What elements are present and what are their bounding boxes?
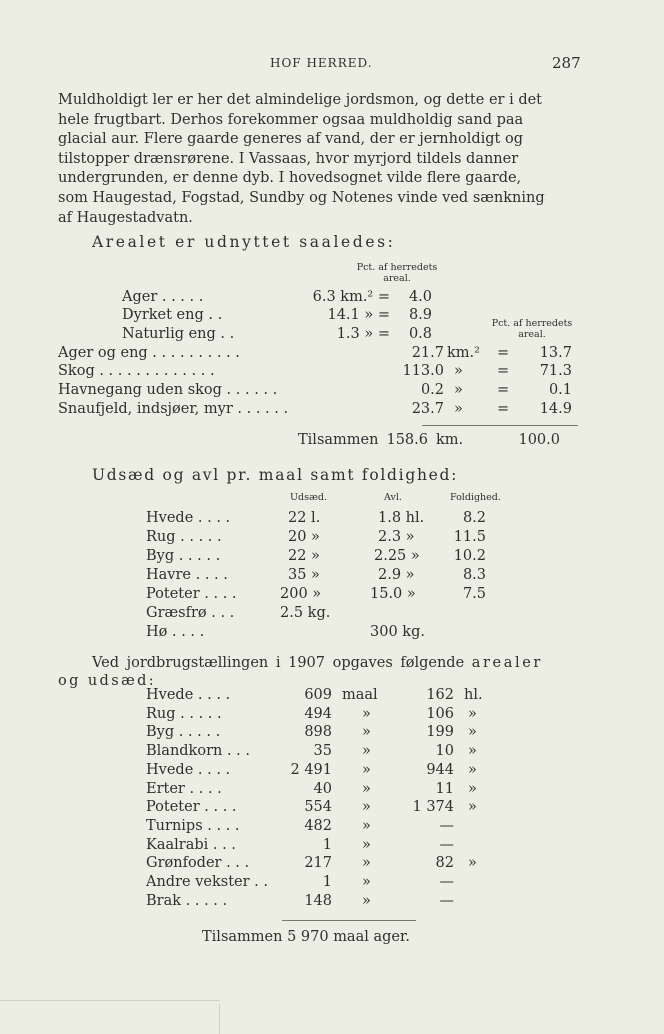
census-row-unit: » <box>362 781 371 797</box>
census-row-unit2: » <box>468 706 477 722</box>
census-row-label: Brak . . . . . <box>146 893 228 909</box>
area-row-label: Snaufjeld, indsjøer, myr . . . . . . <box>58 401 289 417</box>
census-row-label: Andre vekster . . <box>146 874 268 890</box>
seed-row-label: Græsfrø . . . <box>146 605 235 621</box>
census-row-amount: 106 <box>426 706 454 722</box>
census-row-unit: maal <box>342 687 378 703</box>
pct-column-header: Pct. af herredets areal. <box>356 262 438 284</box>
census-row-label: Grønfoder . . . <box>146 855 250 871</box>
census-row-amount: 199 <box>426 724 454 740</box>
census-total <box>202 929 410 945</box>
seed-row-yield: 2.9 » <box>378 567 415 583</box>
paragraph-line: hele frugtbart. Derhos forekommer ogsaa muldholdig sand paa <box>58 111 524 128</box>
census-row-unit2: » <box>468 799 477 815</box>
area-subrow-label: Ager . . . . . <box>122 289 204 305</box>
census-row-maal: 609 <box>304 687 332 703</box>
area-row-pct: 14.9 <box>539 401 572 417</box>
seed-row-label: Havre . . . . <box>146 567 228 583</box>
census-row-amount: 1 374 <box>412 799 454 815</box>
census-row-unit: » <box>362 743 371 759</box>
seed-row-label: Poteter . . . . <box>146 586 237 602</box>
seed-row-yield: 15.0 » <box>370 586 416 602</box>
census-row-maal: 482 <box>304 818 332 834</box>
scan-mark <box>219 1004 220 1034</box>
census-row-label: Hvede . . . . <box>146 687 231 703</box>
seed-row-label: Rug . . . . . <box>146 529 222 545</box>
census-total-unit: maal ager. <box>333 929 410 945</box>
area-heading: Arealet er udnyttet saaledes: <box>92 233 396 251</box>
census-row-label: Erter . . . . <box>146 781 222 797</box>
paragraph-line: Muldholdigt ler er her det almindelige jordsmon, og dette er i det <box>58 92 543 108</box>
census-row-amount: — <box>439 837 454 853</box>
area-row-label: Skog . . . . . . . . . . . . . <box>58 363 215 379</box>
census-row-unit: » <box>362 762 371 778</box>
census-row-amount: — <box>439 874 454 890</box>
area-subrow-pct: 8.9 <box>408 307 432 323</box>
census-row-label: Turnips . . . . <box>146 818 240 834</box>
seed-row-label: Hø . . . . <box>146 624 205 640</box>
area-subrow-pct: 0.8 <box>408 326 432 342</box>
area-total-unit: km. <box>436 432 464 448</box>
census-row-amount: 82 <box>435 855 454 871</box>
seed-row-seed: 200 » <box>280 586 322 602</box>
census-row-maal: 40 <box>313 781 332 797</box>
area-subrow-label: Dyrket eng . . <box>122 307 223 323</box>
fold-col-header: Foldighed. <box>450 492 501 503</box>
seed-row-fold: 8.3 <box>462 567 486 583</box>
area-row-pct: 0.1 <box>548 382 572 398</box>
seed-row-seed: 2.5 kg. <box>280 605 331 621</box>
census-row-amount: — <box>439 893 454 909</box>
census-row-label: Rug . . . . . <box>146 706 222 722</box>
seed-row-seed: 35 » <box>288 567 320 583</box>
area-row-equals: = <box>497 363 510 379</box>
paragraph-line: glacial aur. Flere gaarde generes af vand, der er jernholdigt og <box>58 131 523 148</box>
seed-row-yield: 2.3 » <box>378 529 415 545</box>
census-row-amount: — <box>439 818 454 834</box>
seed-row-label: Byg . . . . . <box>146 548 221 564</box>
area-row-unit: » <box>454 363 463 379</box>
census-row-maal: 494 <box>304 706 332 722</box>
intro-paragraph <box>58 91 582 228</box>
census-row-maal: 1 <box>322 837 332 853</box>
census-sum-rule <box>282 920 416 921</box>
census-row-label: Byg . . . . . <box>146 724 221 740</box>
area-row-pct: 13.7 <box>539 345 572 361</box>
area-subrow-km: 6.3 km.² = <box>312 289 390 305</box>
running-title: HOF HERRED. <box>270 56 373 70</box>
seed-row-seed: 22 » <box>288 548 320 564</box>
seed-row-fold: 10.2 <box>453 548 486 564</box>
census-row-maal: 35 <box>313 743 332 759</box>
census-row-maal: 2 491 <box>290 762 332 778</box>
paragraph-line: af Haugestadvatn. <box>58 209 193 226</box>
seed-heading: Udsæd og avl pr. maal samt foldighed: <box>92 466 459 484</box>
seed-row-fold: 11.5 <box>453 529 486 545</box>
area-row-unit: » <box>454 382 463 398</box>
census-row-unit2: » <box>468 855 477 871</box>
yield-col-header: Avl. <box>384 492 402 503</box>
census-row-maal: 554 <box>304 799 332 815</box>
seed-row-yield: 1.8 hl. <box>378 510 425 526</box>
census-row-unit2: » <box>468 743 477 759</box>
area-row-label: Havnegang uden skog . . . . . . <box>58 382 278 398</box>
area-row-km: 0.2 <box>420 382 444 398</box>
census-line-2: og udsæd: <box>58 673 157 689</box>
area-total-label: Tilsammen <box>298 432 379 448</box>
scan-mark <box>0 1000 220 1001</box>
census-row-unit2: » <box>468 724 477 740</box>
census-row-maal: 217 <box>304 855 332 871</box>
area-subrow-km: 1.3 » = <box>336 326 390 342</box>
page-number: 287 <box>552 54 581 72</box>
census-row-unit: » <box>362 706 371 722</box>
census-line-1-spaced: arealer <box>471 655 543 671</box>
seed-row-seed: 22 l. <box>288 510 321 526</box>
census-total-label: Tilsammen <box>202 929 283 945</box>
census-row-amount: 10 <box>435 743 454 759</box>
census-row-unit2: » <box>468 781 477 797</box>
seed-row-yield: 300 kg. <box>370 624 425 640</box>
census-row-unit: » <box>362 818 371 834</box>
census-row-unit: » <box>362 874 371 890</box>
census-row-unit: » <box>362 837 371 853</box>
pct-column-header: Pct. af herredets areal. <box>491 318 573 340</box>
census-total-value: 5 970 <box>287 929 329 945</box>
area-row-unit: km.² <box>447 345 480 361</box>
area-subrow-pct: 4.0 <box>408 289 432 305</box>
area-row-label: Ager og eng . . . . . . . . . . <box>58 345 240 361</box>
census-line-1 <box>92 655 543 671</box>
census-row-unit: » <box>362 799 371 815</box>
seed-row-yield: 2.25 » <box>374 548 420 564</box>
area-row-km: 21.7 <box>411 345 444 361</box>
area-row-equals: = <box>497 401 510 417</box>
census-row-unit2: » <box>468 762 477 778</box>
census-row-label: Hvede . . . . <box>146 762 231 778</box>
seed-row-label: Hvede . . . . <box>146 510 231 526</box>
area-subrow-km: 14.1 » = <box>327 307 390 323</box>
census-row-amount: 162 <box>426 687 454 703</box>
paragraph-line: som Haugestad, Fogstad, Sundby og Notenes vinde ved sænkning <box>58 189 545 206</box>
census-row-amount: 11 <box>435 781 454 797</box>
seed-col-header: Udsæd. <box>290 492 327 503</box>
census-row-unit: » <box>362 724 371 740</box>
census-row-maal: 1 <box>322 874 332 890</box>
sum-rule <box>422 425 578 426</box>
area-total-pct: 100.0 <box>518 432 560 448</box>
census-row-unit: » <box>362 893 371 909</box>
area-row-pct: 71.3 <box>539 363 572 379</box>
census-row-label: Blandkorn . . . <box>146 743 250 759</box>
area-row-unit: » <box>454 401 463 417</box>
census-row-label: Kaalrabi . . . <box>146 837 236 853</box>
census-row-unit: » <box>362 855 371 871</box>
area-row-equals: = <box>497 382 510 398</box>
area-subrow-label: Naturlig eng . . <box>122 326 235 342</box>
seed-row-seed: 20 » <box>288 529 320 545</box>
census-row-maal: 898 <box>304 724 332 740</box>
census-line-1-text: Ved jordbrugstællingen i 1907 opgaves følgende <box>92 655 465 671</box>
area-row-km: 113.0 <box>402 363 444 379</box>
census-row-amount: 944 <box>426 762 454 778</box>
seed-row-fold: 8.2 <box>462 510 486 526</box>
area-total-km: 158.6 <box>386 432 428 448</box>
seed-row-fold: 7.5 <box>462 586 486 602</box>
census-row-unit2: hl. <box>464 687 483 703</box>
census-row-maal: 148 <box>304 893 332 909</box>
paragraph-line: undergrunden, er denne dyb. I hovedsognet vilde flere gaarde, <box>58 170 522 187</box>
area-row-equals: = <box>497 345 510 361</box>
census-row-label: Poteter . . . . <box>146 799 237 815</box>
area-row-km: 23.7 <box>411 401 444 417</box>
paragraph-line: tilstopper drænsrørene. I Vassaas, hvor myrjord tildels danner <box>58 150 519 167</box>
